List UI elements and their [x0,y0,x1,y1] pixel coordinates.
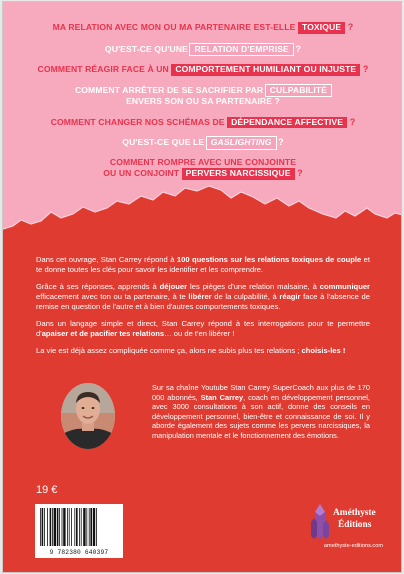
question-5 [3,117,402,129]
p3-text-a: Dans un langage simple et direct, Stan Carrey répond à tes interrogations pour te permettre d' [36,319,370,338]
p2-text-a: Grâce à ses réponses, apprends à [36,282,160,291]
bio-text-c: , coach en développement personnel, avec 3000 consultations à son actif, donne des conseils en développement personnel, bien-être et connaissance de soi. Il y aborde également des sujets comme les pervers narcissiques, la manipulation mentale et le fonctionnement des émotions. [152,392,370,440]
description-paragraph-2 [36,282,370,312]
price-label: 19 € [36,484,58,496]
author-bio [152,383,370,441]
question-6-highlight: GASLIGHTING [207,137,276,149]
question-6-mark: ? [275,137,284,147]
author-section [61,383,369,458]
p2-bold-reagir: réagir [279,292,301,301]
bio-author-name: Stan Carrey [200,392,244,402]
question-1 [3,22,402,34]
question-6 [3,137,402,149]
barcode-bar [71,508,72,546]
description-paragraph-4 [36,346,370,356]
question-1-highlight: TOXIQUE [298,22,345,34]
p2-bold-communiquer: communiquer [319,282,371,291]
barcode-bar [40,508,41,546]
p4-bold: choisis-les ! [301,346,346,355]
question-6-text: QU'EST-CE QUE LE [122,137,207,147]
publisher-url: amethyste-editions.com [323,543,383,549]
barcode-bar [52,508,53,546]
p2-text-i: face à l'absence de remise en question de l'autre et à bien d'autres comportements toxiques. [36,292,371,311]
p2-bold-dejouer: déjouer [159,282,188,291]
question-7 [3,157,402,180]
publisher-name-line1: Améthyste [333,508,376,518]
isbn-number: 9 782380 640397 [49,549,109,556]
question-1-text: MA RELATION AVEC MON OU MA PARTENAIRE EST-ELLE [52,22,298,32]
question-2 [3,44,402,56]
p2-bold-liberer: libérer [188,292,212,301]
barcode-bar [59,508,60,546]
author-photo [61,383,115,449]
question-7-line1: COMMENT ROMPRE AVEC UNE CONJOINTE [109,156,297,167]
barcode-bars [39,508,119,546]
p1-text-a: Dans cet ouvrage, Stan Carrey répond à [36,255,177,264]
question-3-mark: ? [360,64,369,74]
barcode-bar [96,508,97,546]
barcode-bar [44,508,45,546]
barcode-bar [62,508,63,546]
question-4-text: COMMENT ARRÊTER DE SE SACRIFIER PAR [74,84,266,95]
barcode-bar [86,508,87,546]
isbn-barcode [35,504,123,558]
barcode-bar [89,508,90,546]
p1-text-c: et te donne toutes les clés pour savoir les identifier et les comprendre. [36,255,370,274]
question-5-mark: ? [347,116,356,127]
question-7-text: OU UN CONJOINT [103,168,182,178]
barcode-bar [42,508,44,546]
barcode-bar [47,508,48,546]
barcode-bar [90,508,92,546]
p3-bold: apaiser et de pacifier tes relations [41,329,165,338]
barcode-bar [93,508,95,546]
barcode-bar [69,508,70,546]
description-paragraph-1 [36,255,370,275]
question-3 [3,64,402,76]
book-description [36,255,370,363]
author-portrait-illustration [61,383,115,449]
book-back-cover [2,1,402,573]
question-4-highlight: CULPABILITÉ [266,85,331,97]
p1-bold: 100 questions sur les relations toxiques de couple [176,255,362,264]
question-3-highlight: COMPORTEMENT HUMILIANT OU INJUSTE [171,64,360,76]
publisher-name-line2: Éditions [338,520,372,530]
barcode-bar [67,508,68,546]
barcode-bar [57,508,59,546]
question-2-text: QU'EST-CE QU'UNE [104,43,191,54]
questions-list [3,22,402,180]
amethyst-crystal-icon [311,504,329,540]
question-2-mark: ? [292,43,302,54]
question-4-line2: ENVERS SON OU SA PARTENAIRE ? [126,96,280,106]
publisher-block [303,502,383,564]
p2-text-e: efficacement avec ton ou ta partenaire, à te [36,292,189,301]
question-5-highlight: DÉPENDANCE AFFECTIVE [227,117,347,129]
description-paragraph-3 [36,319,370,339]
barcode-bar [81,508,82,546]
barcode-bar [63,508,65,546]
bio-text-a: Sur sa chaîne Youtube Stan Carrey SuperCoach aux plus de 170 000 abonnés, [152,383,370,402]
barcode-bar [50,508,52,546]
barcode-bar [79,508,80,546]
question-4 [3,85,402,108]
barcode-bar [76,508,78,546]
question-3-text: COMMENT RÉAGIR FACE À UN [37,64,172,74]
p2-text-c: les pièges d'une relation malsaine, à [187,282,320,291]
question-5-text: COMMENT CHANGER NOS SCHÉMAS DE [50,116,228,127]
p3-text-c: … ou de t'en libérer ! [164,329,235,338]
p2-text-g: de la culpabilité, à [211,292,280,301]
barcode-bar [83,508,85,546]
question-7-highlight: PERVERS NARCISSIQUE [182,168,295,180]
question-7-mark: ? [294,168,303,178]
question-1-mark: ? [345,22,354,32]
p4-text-a: La vie est déjà assez compliquée comme ça, alors ne subis plus tes relations ; [36,346,302,355]
barcode-bar [54,508,56,546]
question-2-highlight: RELATION D'EMPRISE [190,44,292,56]
barcode-bar [74,508,75,546]
